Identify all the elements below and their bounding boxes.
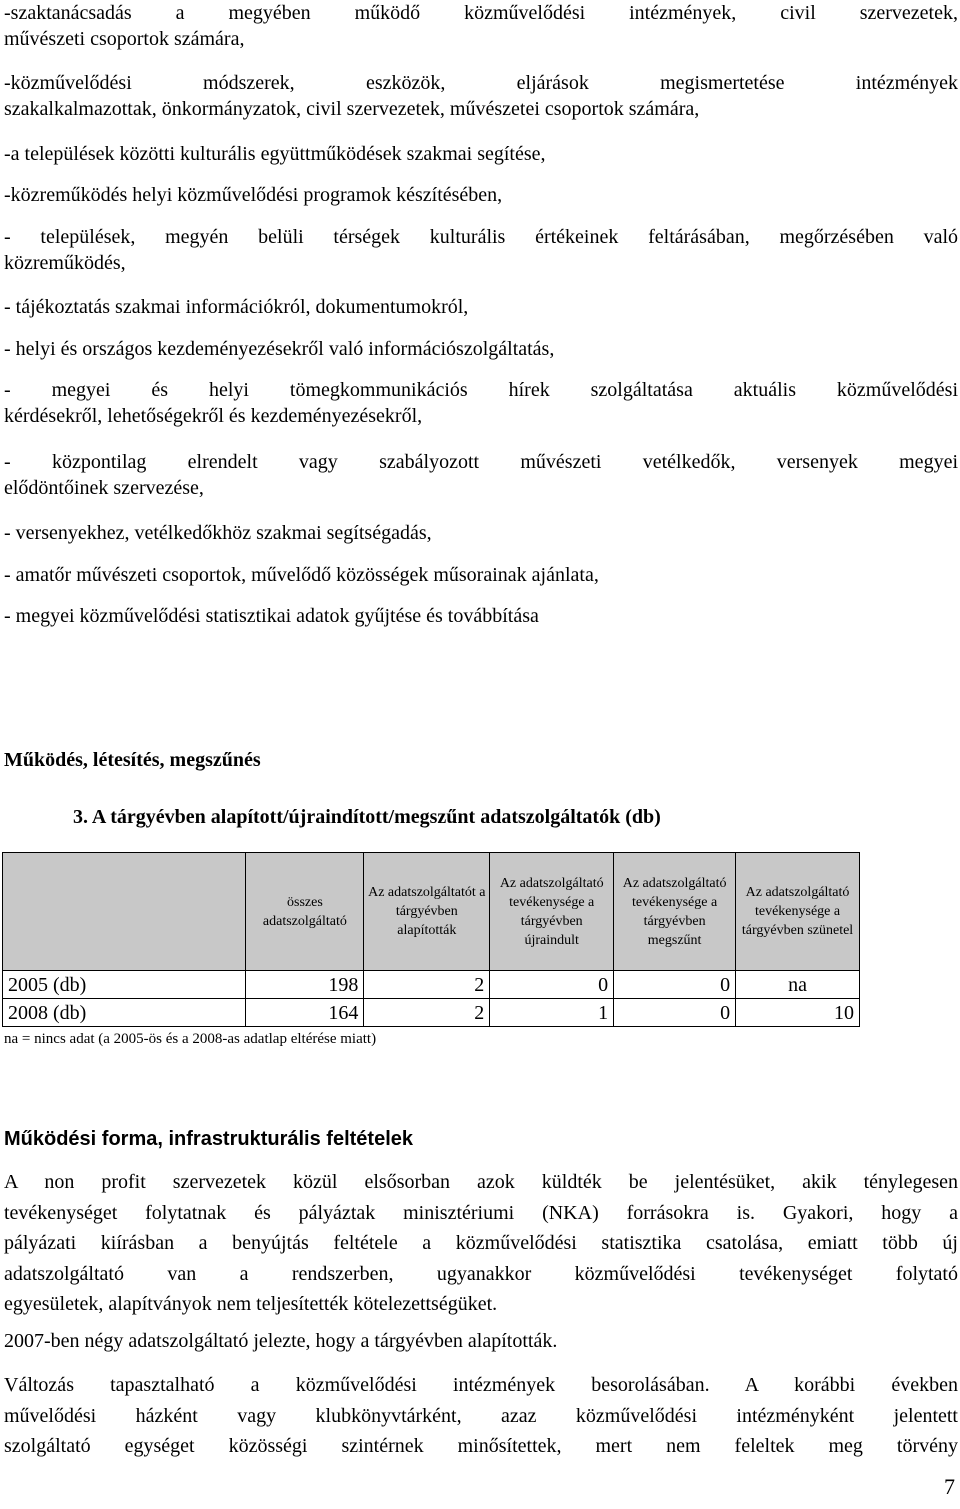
- bullet-line: - helyi és országos kezdeményezésekről való információszolgáltatás,: [4, 338, 555, 360]
- paragraph: [4, 1328, 958, 1354]
- section-heading: Működés, létesítés, megszűnés: [4, 749, 261, 771]
- bullet-item: [4, 70, 958, 122]
- bullet-line: közreműködés,: [4, 252, 126, 274]
- page-number: 7: [944, 1474, 955, 1499]
- bullet-line: - központilag elrendelt vagy szabályozott művészeti vetélkedők, versenyek megyei: [4, 451, 958, 473]
- bullet-item: [4, 336, 958, 362]
- bullet-item: [4, 449, 958, 501]
- table-title: 3. A tárgyévben alapított/újraindított/megszűnt adatszolgáltatók (db): [73, 806, 661, 828]
- bullet-line: -közművelődési módszerek, eszközök, eljárások megismertetése intézmények: [4, 72, 958, 94]
- bullet-item: [4, 603, 958, 629]
- table-cell: 2: [364, 971, 490, 999]
- paragraph-line: művelődési házként vagy klubkönyvtárként, azaz közművelődési intézményként jelentett: [4, 1404, 958, 1427]
- table-cell: 0: [614, 971, 736, 999]
- table-cell: 2005 (db): [3, 971, 246, 999]
- table-header-cell: összes adatszolgáltató: [246, 853, 364, 971]
- paragraph: [4, 1370, 958, 1462]
- table-header-cell: Az adatszolgáltató tevékenysége a tárgyévben szünetel: [736, 853, 860, 971]
- bullet-item: [4, 377, 958, 429]
- bullet-line: kérdésekről, lehetőségekről és kezdeményezésekről,: [4, 405, 423, 427]
- table-cell: 164: [246, 999, 364, 1027]
- table-cell: 10: [736, 999, 860, 1027]
- table-cell: na: [736, 971, 860, 999]
- paragraph-line: pályázati kiírásban a benyújtás feltétele a közművelődési statisztika csatolása, emiatt több új: [4, 1232, 958, 1254]
- paragraph-line: 2007-ben négy adatszolgáltató jelezte, hogy a tárgyévben alapították.: [4, 1330, 558, 1352]
- table-cell: 0: [490, 971, 614, 999]
- paragraph-line: szolgáltató egységet közösségi szintérnek minősítettek, mert nem feleltek meg törvény: [4, 1435, 958, 1457]
- table-cell: 0: [614, 999, 736, 1027]
- table-cell: 2008 (db): [3, 999, 246, 1027]
- table-row: [3, 999, 860, 1027]
- table-header-cell: Az adatszolgáltatót a tárgyévben alapították: [364, 853, 490, 971]
- paragraph-line: egyesületek, alapítványok nem teljesítették kötelezettségüket.: [4, 1293, 498, 1315]
- paragraph-line: adatszolgáltató van a rendszerben, ugyanakkor közművelődési tevékenységet folytató: [4, 1262, 958, 1285]
- bullet-line: elődöntőinek szervezése,: [4, 477, 204, 499]
- bullet-item: [4, 562, 958, 588]
- bullet-item: [4, 224, 958, 276]
- bullet-line: - amatőr művészeti csoportok, művelődő közösségek műsorainak ajánlata,: [4, 564, 599, 586]
- paragraph-line: A non profit szervezetek közül elsősorban azok küldték be jelentésüket, akik ténylegesen: [4, 1171, 958, 1193]
- bullet-item: [4, 0, 958, 52]
- bullet-line: - megyei közművelődési statisztikai adatok gyűjtése és továbbítása: [4, 605, 539, 627]
- bullet-item: [4, 141, 958, 167]
- bullet-line: -közreműködés helyi közművelődési programok készítésében,: [4, 184, 503, 206]
- bullet-line: szakalkalmazottak, önkormányzatok, civil szervezetek, művészetei csoportok számára,: [4, 98, 700, 120]
- table-header-cell: Az adatszolgáltató tevékenysége a tárgyévben újraindult: [490, 853, 614, 971]
- bullet-line: -a települések közötti kulturális együttműködések szakmai segítése,: [4, 143, 546, 165]
- table-header-cell: [3, 853, 246, 971]
- table-note: na = nincs adat (a 2005-ös és a 2008-as adatlap eltérése miatt): [4, 1031, 377, 1047]
- paragraph: [4, 1167, 958, 1320]
- table-cell: 2: [364, 999, 490, 1027]
- table-cell: 198: [246, 971, 364, 999]
- table-header-cell: Az adatszolgáltató tevékenysége a tárgyévben megszűnt: [614, 853, 736, 971]
- section-heading: Működési forma, infrastrukturális feltételek: [4, 1128, 414, 1150]
- bullet-line: - megyei és helyi tömegkommunikációs hírek szolgáltatása aktuális közművelődési: [4, 379, 958, 401]
- data-table: [2, 852, 860, 1027]
- table-cell: 1: [490, 999, 614, 1027]
- bullet-line: - tájékoztatás szakmai információkról, dokumentumokról,: [4, 296, 469, 318]
- bullet-item: [4, 182, 958, 208]
- table-row: [3, 971, 860, 999]
- bullet-line: művészeti csoportok számára,: [4, 28, 245, 50]
- paragraph-line: Változás tapasztalható a közművelődési intézmények besorolásában. A korábbi években: [4, 1374, 958, 1396]
- table-header-row: [3, 853, 860, 971]
- bullet-item: [4, 294, 958, 320]
- bullet-line: -szaktanácsadás a megyében működő közművelődési intézmények, civil szervezetek,: [4, 2, 958, 24]
- bullet-line: - települések, megyén belüli térségek kulturális értékeinek feltárásában, megőrzésében való: [4, 226, 958, 248]
- bullet-item: [4, 520, 958, 546]
- paragraph-line: tevékenységet folytatnak és pályáztak minisztériumi (NKA) forrásokra is. Gyakori, hogy a: [4, 1201, 958, 1224]
- bullet-line: - versenyekhez, vetélkedőkhöz szakmai segítségadás,: [4, 522, 432, 544]
